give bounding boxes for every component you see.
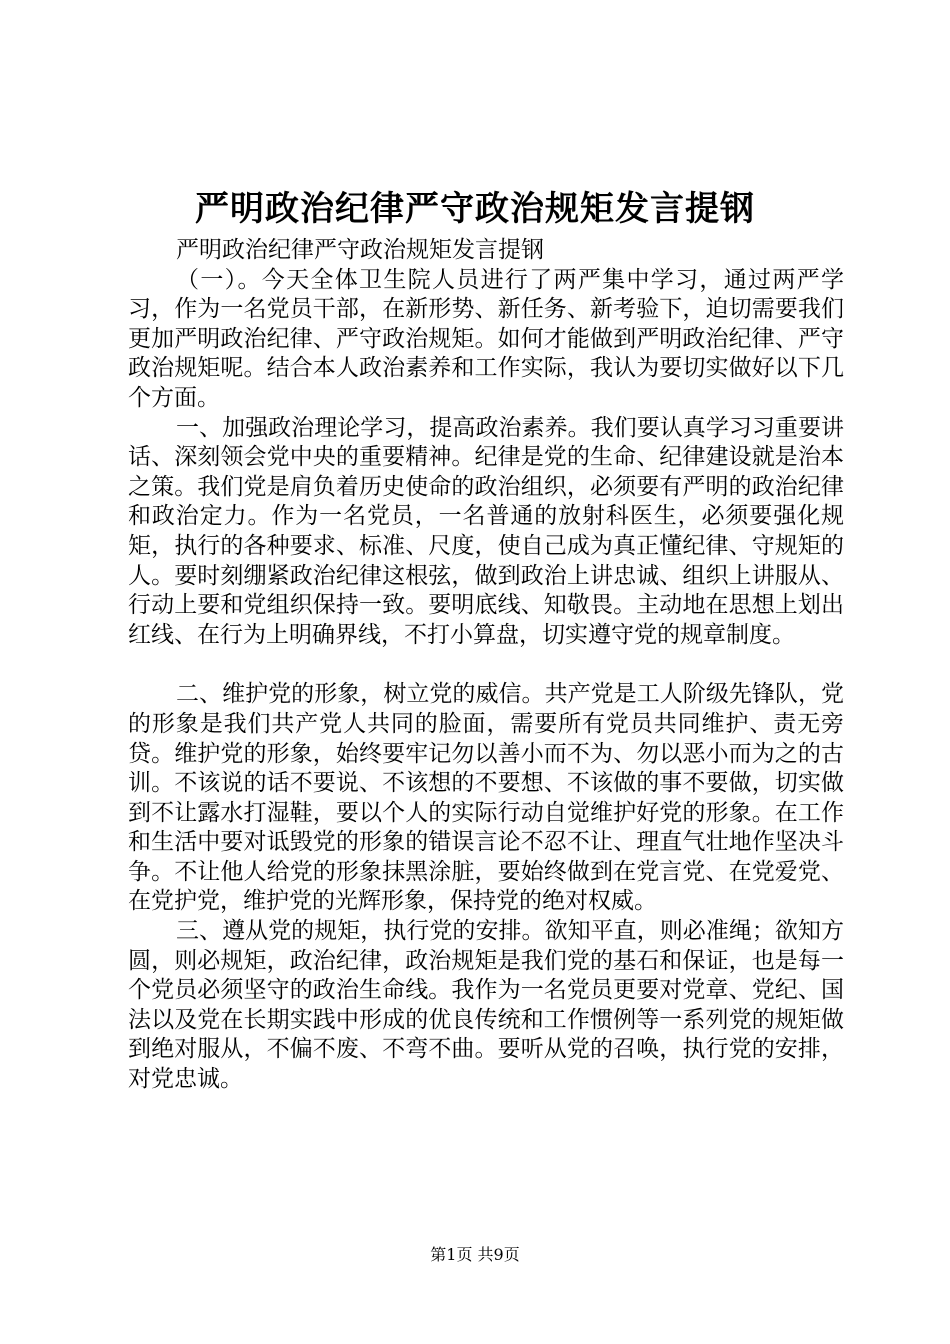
document-title: 严明政治纪律严守政治规矩发言提钢 xyxy=(195,189,755,229)
paragraph-intro: （一）。今天全体卫生院人员进行了两严集中学习，通过两严学习，作为一名党员干部，在新形势、新任务、新考验下，迫切需要我们更加严明政治纪律、严守政治规矩。如何才能做到严明政治纪律、严守政治规矩呢。结合本人政治素养和工作实际，我认为要切实做好以下几个方面。 xyxy=(128,266,844,411)
document-subtitle: 严明政治纪律严守政治规矩发言提钢 xyxy=(176,237,544,263)
paragraph-section-3: 三、遵从党的规矩，执行党的安排。欲知平直，则必准绳；欲知方圆，则必规矩，政治纪律，政治规矩是我们党的基石和保证，也是每一个党员必须坚守的政治生命线。我作为一名党员更要对党章、党纪、国法以及党在长期实践中形成的优良传统和工作惯例等一系列党的规矩做到绝对服从，不偏不废、不弯不曲。要听从党的召唤，执行党的安排，对党忠诚。 xyxy=(128,918,844,1093)
paragraph-section-1: 一、加强政治理论学习，提高政治素养。我们要认真学习习重要讲话、深刻领会党中央的重要精神。纪律是党的生命、纪律建设就是治本之策。我们党是肩负着历史使命的政治组织，必须要有严明的政治纪律和政治定力。作为一名党员，一名普通的放射科医生，必须要强化规矩，执行的各种要求、标准、尺度，使自己成为真正懂纪律、守规矩的人。要时刻绷紧政治纪律这根弦，做到政治上讲忠诚、组织上讲服从、行动上要和党组织保持一致。要明底线、知敬畏。主动地在思想上划出红线、在行为上明确界线，不打小算盘，切实遵守党的规章制度。 xyxy=(128,414,844,648)
document-body xyxy=(128,236,844,1095)
paragraph-section-2: 二、维护党的形象，树立党的威信。共产党是工人阶级先锋队，党的形象是我们共产党人共同的脸面，需要所有党员共同维护、责无旁贷。维护党的形象，始终要牢记勿以善小而不为、勿以恶小而为之的古训。不该说的话不要说、不该想的不要想、不该做的事不要做，切实做到不让露水打湿鞋，要以个人的实际行动自觉维护好党的形象。在工作和生活中要对诋毁党的形象的错误言论不忍不让、理直气壮地作坚决斗争。不让他人给党的形象抹黑涂脏，要始终做到在党言党、在党爱党、在党护党，维护党的光辉形象，保持党的绝对权威。 xyxy=(128,681,844,915)
page-footer: 第1页 共9页 xyxy=(430,1245,520,1264)
